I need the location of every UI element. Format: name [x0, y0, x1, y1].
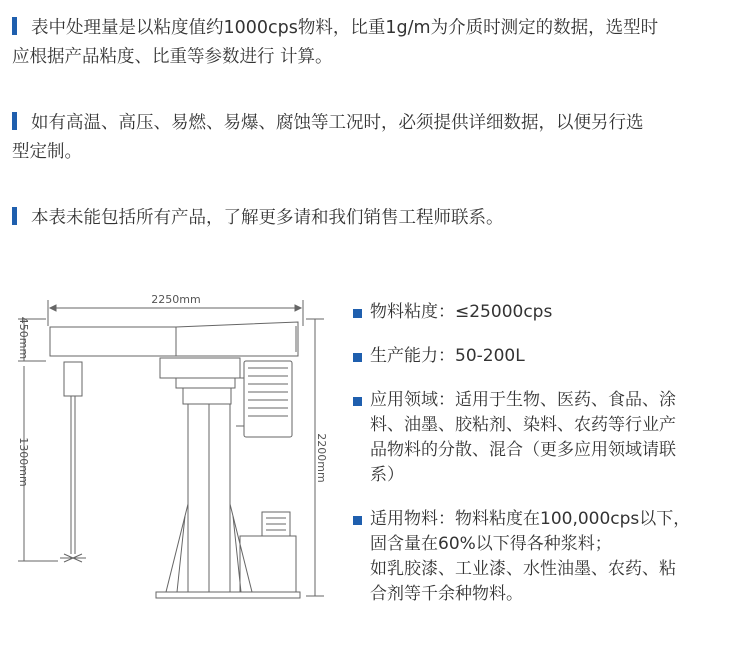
- spec-text: 固含量在60%以下得各种浆料；: [370, 534, 612, 554]
- lift-bracket: [176, 378, 235, 388]
- lift-block: [160, 358, 240, 378]
- note-1-line-2: 应根据产品粘度、比重等参数进行 计算。: [12, 47, 333, 67]
- bullet-square-icon: [353, 309, 362, 318]
- motor-mount: [236, 378, 244, 426]
- bullet-square-icon: [353, 516, 362, 525]
- mixer-diagram: [0, 286, 345, 616]
- note-processing-capacity: [12, 14, 740, 72]
- spec-text: 适用物料：物料粘度在100,000cps以下，: [370, 509, 691, 529]
- note-3-line-1: 本表未能包括所有产品，了解更多请和我们销售工程师联系。: [31, 208, 504, 228]
- spec-text: 生产能力：50-200L: [370, 346, 525, 366]
- shaft-housing: [64, 362, 82, 396]
- top-arm: [50, 322, 298, 356]
- note-marker: [12, 207, 17, 225]
- note-1-line-1: 表中处理量是以粘度值约1000cps物料，比重1g/m为介质时测定的数据，选型时: [31, 18, 659, 38]
- dim-label-450: 450mm: [17, 316, 30, 360]
- bullet-square-icon: [353, 397, 362, 406]
- note-contact-sales: [12, 204, 740, 233]
- dim-arrow-right: [295, 305, 301, 311]
- spec-text: 系）: [370, 465, 404, 485]
- dim-arrow-left: [50, 305, 56, 311]
- disperser-blade: [60, 554, 86, 562]
- dim-label-1300: 1300mm: [17, 437, 30, 487]
- note-special-conditions: [12, 109, 740, 167]
- note-marker: [12, 112, 17, 130]
- spec-item-applications: [352, 388, 746, 488]
- note-2-line-1: 如有高温、高压、易燃、易爆、腐蚀等工况时，必须提供详细数据，以便另行选: [31, 113, 644, 133]
- hydraulic-tank: [240, 536, 296, 592]
- spec-item-capacity: [352, 344, 746, 369]
- bullet-square-icon: [353, 353, 362, 362]
- spec-text: 品物料的分散、混合（更多应用领域请联: [370, 440, 676, 460]
- spec-text: 如乳胶漆、工业漆、水性油墨、农药、粘: [370, 559, 676, 579]
- spec-list: [352, 300, 746, 626]
- dim-label-width: 2250mm: [151, 293, 201, 306]
- spec-item-materials: [352, 507, 746, 607]
- mixer-diagram-svg: [0, 286, 345, 616]
- spec-text: 应用领域：适用于生物、医药、食品、涂: [370, 390, 676, 410]
- spec-text: 料、油墨、胶粘剂、染料、农药等行业产: [370, 415, 676, 435]
- column-collar: [183, 388, 231, 404]
- note-marker: [12, 17, 17, 35]
- spec-text: 物料粘度：≤25000cps: [370, 302, 553, 322]
- main-motor: [244, 361, 292, 437]
- note-2-line-2: 型定制。: [12, 142, 82, 162]
- base-plate: [156, 592, 300, 598]
- spec-item-viscosity: [352, 300, 746, 325]
- dim-label-2200: 2200mm: [315, 433, 328, 483]
- spec-text: 合剂等千余种物料。: [370, 584, 523, 604]
